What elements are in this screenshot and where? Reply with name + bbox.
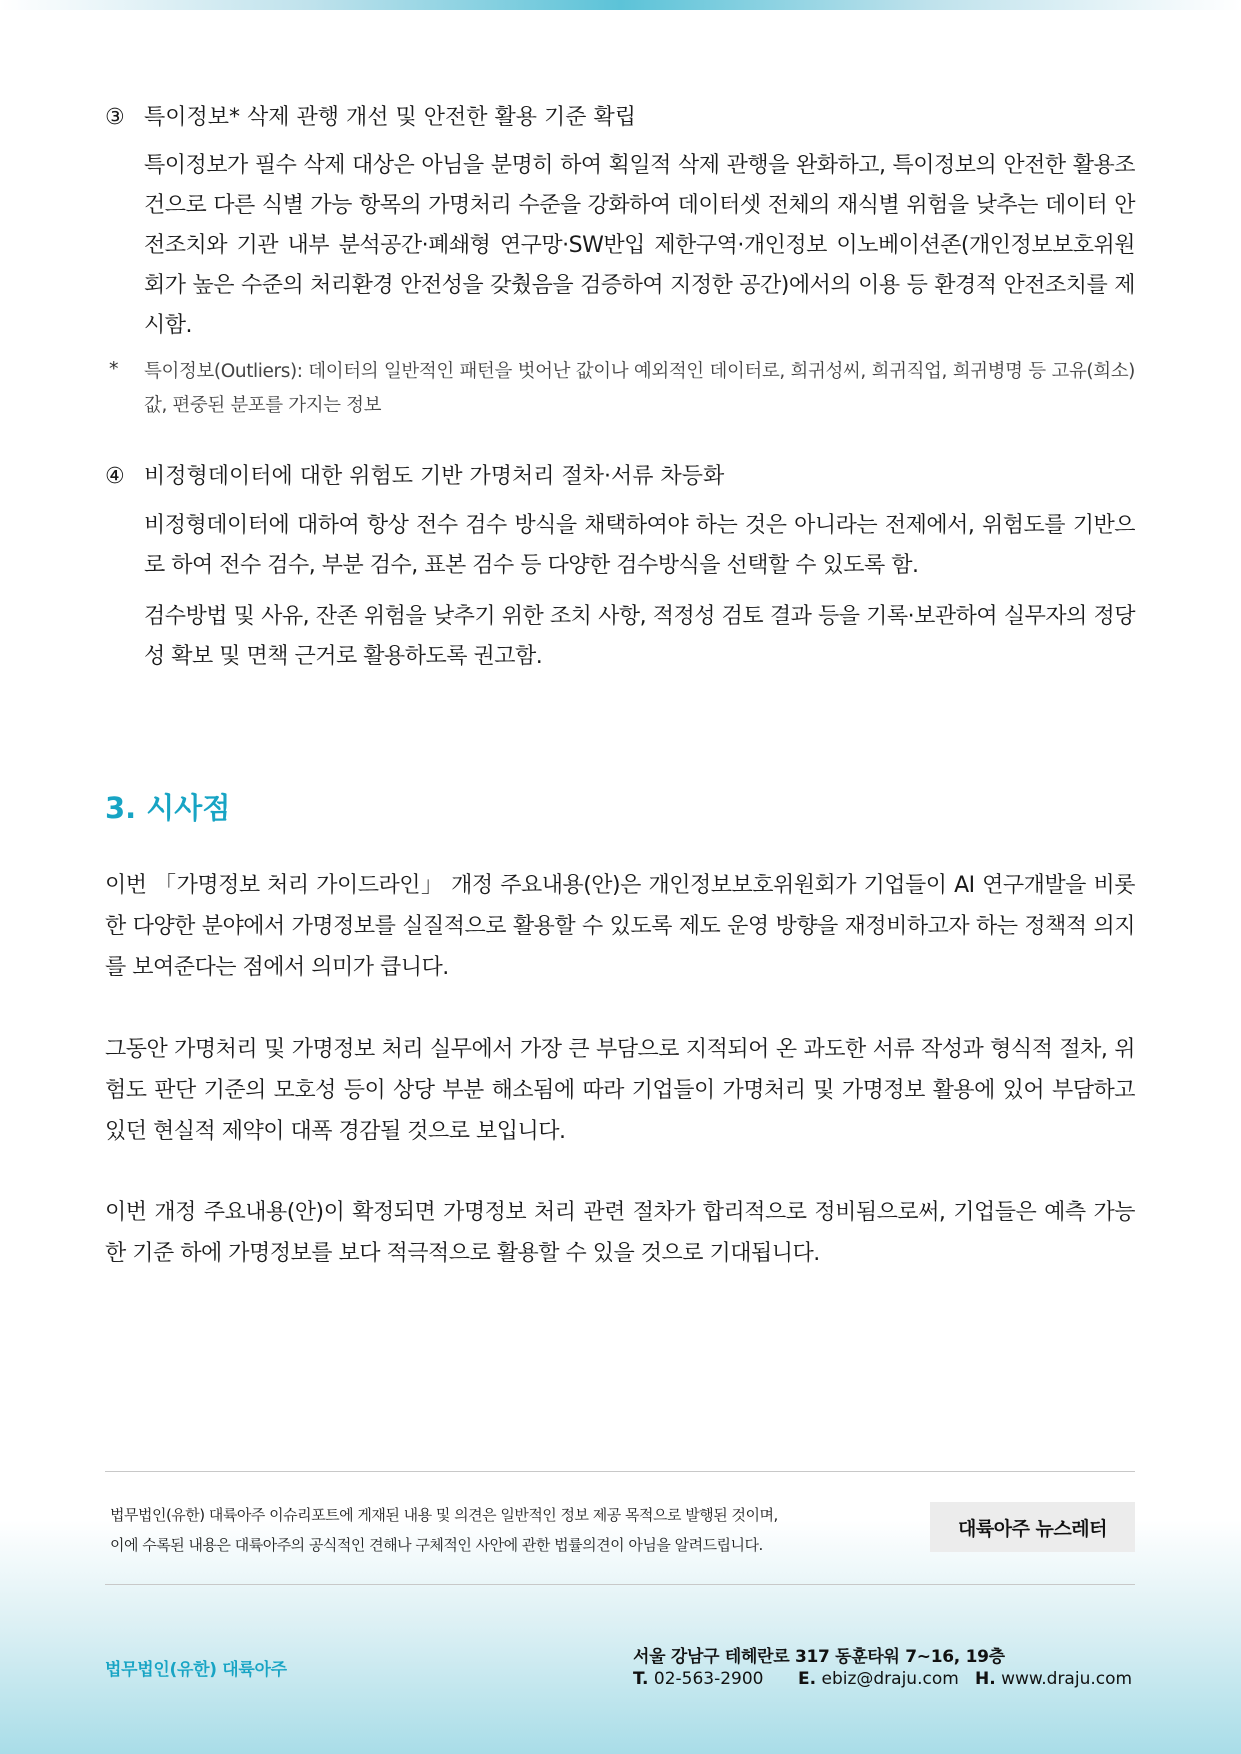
web-contact[interactable] xyxy=(975,1669,1132,1689)
item-3-note-mark: * xyxy=(109,358,119,380)
email-contact[interactable] xyxy=(798,1669,959,1689)
item-4-number: ④ xyxy=(105,464,125,489)
item-3-paragraph: 특이정보가 필수 삭제 대상은 아님을 분명히 하여 획일적 삭제 관행을 완화하고, 특이정보의 안전한 활용조건으로 다른 식별 가능 항목의 가명처리 수준을 강화하여 데이터셋 전체의 재식별 위험을 낮추는 데이터 안전조치와 기관 내부 분석공간·폐쇄형 연구망·SW반입 제한구역·개인정보 이노베이션존(개인정보보호위원회가 높은 수준의 처리환경 안전성을 갖췄음을 검증하여 지정한 공간)에서의 이용 등 환경적 안전조치를 제시함. xyxy=(144,153,1135,338)
firm-address: 서울 강남구 테헤란로 317 동훈타워 7~16, 19층 xyxy=(633,1647,1005,1667)
footer-divider-bottom xyxy=(105,1584,1135,1585)
web-prefix: H. xyxy=(975,1669,996,1689)
conclusion-paragraph-2: 그동안 가명처리 및 가명정보 처리 실무에서 가장 큰 부담으로 지적되어 온 과도한 서류 작성과 형식적 절차, 위험도 판단 기준의 모호성 등이 상당 부분 해소됨에 따라 기업들이 가명처리 및 가명정보 활용에 있어 부담하고 있던 현실적 제약이 대폭 경감될 것으로 보입니다. xyxy=(105,1037,1135,1144)
phone-prefix: T. xyxy=(633,1669,649,1689)
item-3-heading-text: 특이정보* 삭제 관행 개선 및 안전한 활용 기준 확립 xyxy=(144,105,636,130)
disclaimer-line-2: 이에 수록된 내용은 대륙아주의 공식적인 견해나 구체적인 사안에 관한 법률의견이 아님을 알려드립니다. xyxy=(110,1536,763,1554)
item-4-paragraph-2: 검수방법 및 사유, 잔존 위험을 낮추기 위한 조치 사항, 적정성 검토 결과 등을 기록·보관하여 실무자의 정당성 확보 및 면책 근거로 활용하도록 권고함. xyxy=(144,604,1135,669)
disclaimer-line-1: 법무법인(유한) 대륙아주 이슈리포트에 게재된 내용 및 의견은 일반적인 정보 제공 목적으로 발행된 것이며, xyxy=(110,1506,778,1524)
email-address[interactable]: ebiz@draju.com xyxy=(821,1669,959,1689)
conclusion-paragraph-3: 이번 개정 주요내용(안)이 확정되면 가명정보 처리 관련 절차가 합리적으로 정비됨으로써, 기업들은 예측 가능한 기준 하에 가명정보를 보다 적극적으로 활용할 수 있을 것으로 기대됩니다. xyxy=(105,1200,1135,1266)
email-prefix: E. xyxy=(798,1669,817,1689)
footer-divider-top xyxy=(105,1471,1135,1472)
item-3-number: ③ xyxy=(105,105,125,130)
firm-name: 법무법인(유한) 대륙아주 xyxy=(105,1660,287,1680)
item-4-paragraph-1: 비정형데이터에 대하여 항상 전수 검수 방식을 채택하여야 하는 것은 아니라는 전제에서, 위험도를 기반으로 하여 전수 검수, 부분 검수, 표본 검수 등 다양한 검수방식을 선택할 수 있도록 함. xyxy=(144,513,1135,578)
conclusion-paragraph-1: 이번 「가명정보 처리 가이드라인」 개정 주요내용(안)은 개인정보보호위원회가 기업들이 AI 연구개발을 비롯한 다양한 분야에서 가명정보를 실질적으로 활용할 수 있도록 제도 운영 방향을 재정비하고자 하는 정책적 의지를 보여준다는 점에서 의미가 큽니다. xyxy=(105,873,1135,980)
phone-number: 02-563-2900 xyxy=(653,1669,764,1689)
item-3-footnote: 특이정보(Outliers): 데이터의 일반적인 패턴을 벗어난 값이나 예외적인 데이터로, 희귀성씨, 희귀직업, 희귀병명 등 고유(희소)값, 편중된 분포를 가지는 정보 xyxy=(144,361,1135,416)
newsletter-button[interactable]: 대륙아주 뉴스레터 xyxy=(930,1502,1135,1552)
website-link[interactable]: www.draju.com xyxy=(1001,1669,1133,1689)
footer-disclaimer xyxy=(110,1500,890,1560)
item-4-heading-text: 비정형데이터에 대한 위험도 기반 가명처리 절차·서류 차등화 xyxy=(144,464,725,489)
top-gradient-bar xyxy=(0,0,1241,10)
section-title: 3. 시사점 xyxy=(105,791,231,825)
phone-contact xyxy=(633,1669,764,1689)
